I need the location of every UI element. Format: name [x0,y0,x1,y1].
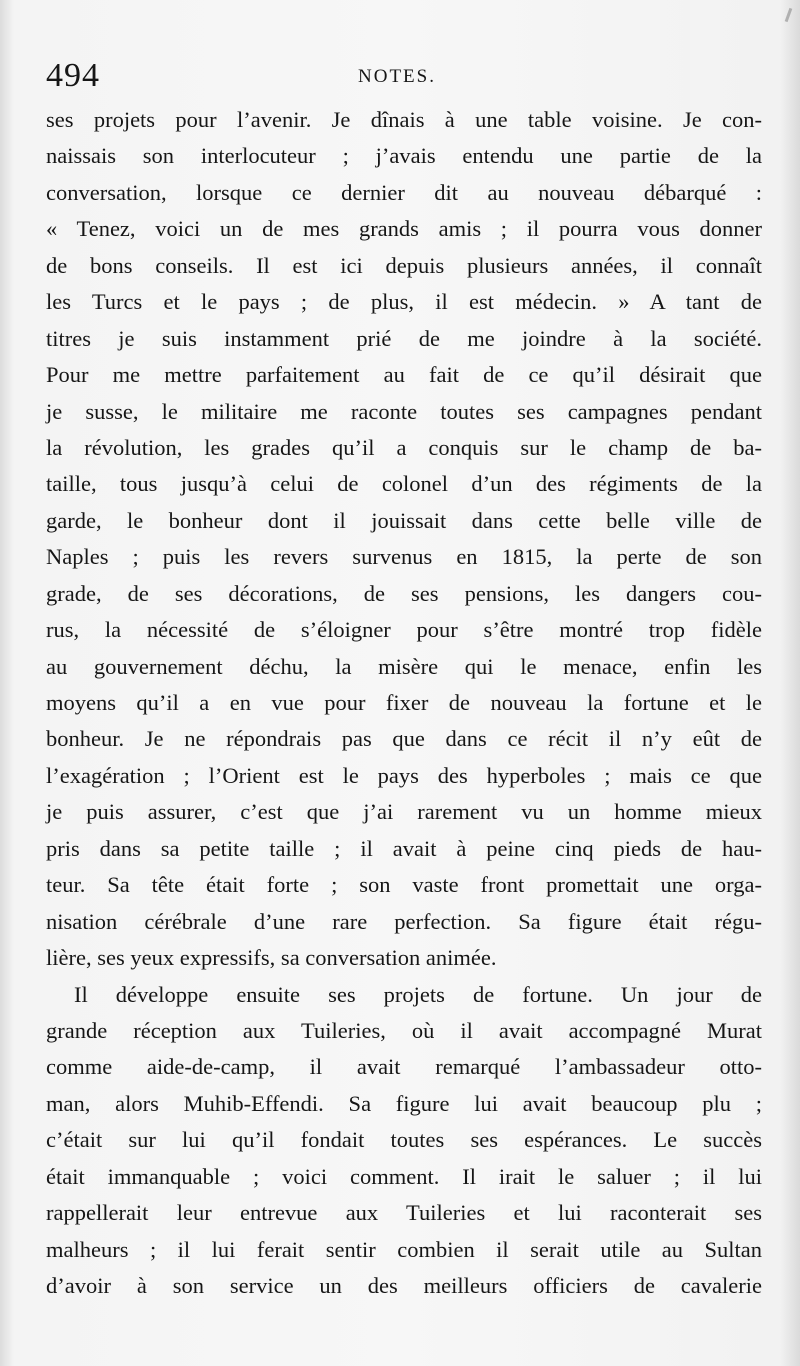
text-line: nisation cérébrale d’une rare perfection. Sa figure était régu- [46,908,762,934]
text-line: comme aide-de-camp, il avait remarqué l’ambassadeur otto- [46,1054,762,1080]
text-line: je susse, le militaire me raconte toutes ses campagnes pendant [46,398,762,424]
text-line: de bons conseils. Il est ici depuis plusieurs années, il connaît [46,252,762,278]
text-line: rappellerait leur entrevue aux Tuileries et lui raconterait ses [46,1200,762,1226]
text-line: titres je suis instamment prié de me joindre à la société. [46,325,762,351]
text-line: moyens qu’il a en vue pour fixer de nouveau la fortune et le [46,690,762,715]
text-line: Naples ; puis les revers survenus en 1815, la perte de son [46,544,762,570]
text-line: grade, de ses décorations, de ses pensions, les dangers cou- [46,580,762,606]
text-line: c’était sur lui qu’il fondait toutes ses espérances. Le succès [46,1127,762,1153]
text-line: « Tenez, voici un de mes grands amis ; il pourra vous donner [46,216,762,242]
text-line: la révolution, les grades qu’il a conquis sur le champ de ba- [46,434,762,460]
text-line: grande réception aux Tuileries, où il avait accompagné Murat [46,1017,762,1043]
page-smudge [785,8,793,22]
text-line: man, alors Muhib-Effendi. Sa figure lui avait beaucoup plu ; [46,1090,762,1116]
running-head: NOTES. [358,66,436,87]
page-header [46,56,758,96]
body-text [46,102,762,1304]
text-line: Pour me mettre parfaitement au fait de ce qu’il désirait que [46,362,762,388]
text-line: bonheur. Je ne répondrais pas que dans ce récit il n’y eût de [46,726,762,752]
text-line: les Turcs et le pays ; de plus, il est médecin. » A tant de [46,289,762,315]
text-line: conversation, lorsque ce dernier dit au nouveau débarqué : [46,179,762,205]
text-line: lière, ses yeux expressifs, sa conversation animée. [46,945,497,971]
text-line: d’avoir à son service un des meilleurs officiers de cavalerie [46,1273,762,1298]
text-line: teur. Sa tête était forte ; son vaste front promettait une orga- [46,872,762,898]
text-line: taille, tous jusqu’à celui de colonel d’un des régiments de la [46,471,762,497]
text-line: garde, le bonheur dont il jouissait dans cette belle ville de [46,507,762,533]
text-line: était immanquable ; voici comment. Il irait le saluer ; il lui [46,1163,762,1189]
page-number: 494 [46,57,100,94]
text-line: pris dans sa petite taille ; il avait à peine cinq pieds de hau- [46,835,762,861]
text-line: Il développe ensuite ses projets de fortune. Un jour de [74,981,762,1007]
text-line: ses projets pour l’avenir. Je dînais à une table voisine. Je con- [46,107,762,132]
text-line: malheurs ; il lui ferait sentir combien il serait utile au Sultan [46,1236,762,1262]
text-line: je puis assurer, c’est que j’ai rarement vu un homme mieux [46,799,762,825]
text-line: naissais son interlocuteur ; j’avais entendu une partie de la [46,143,762,169]
text-line: au gouvernement déchu, la misère qui le menace, enfin les [46,653,762,679]
text-line: rus, la nécessité de s’éloigner pour s’être montré trop fidèle [46,617,762,643]
text-line: l’exagération ; l’Orient est le pays des hyperboles ; mais ce que [46,762,762,788]
